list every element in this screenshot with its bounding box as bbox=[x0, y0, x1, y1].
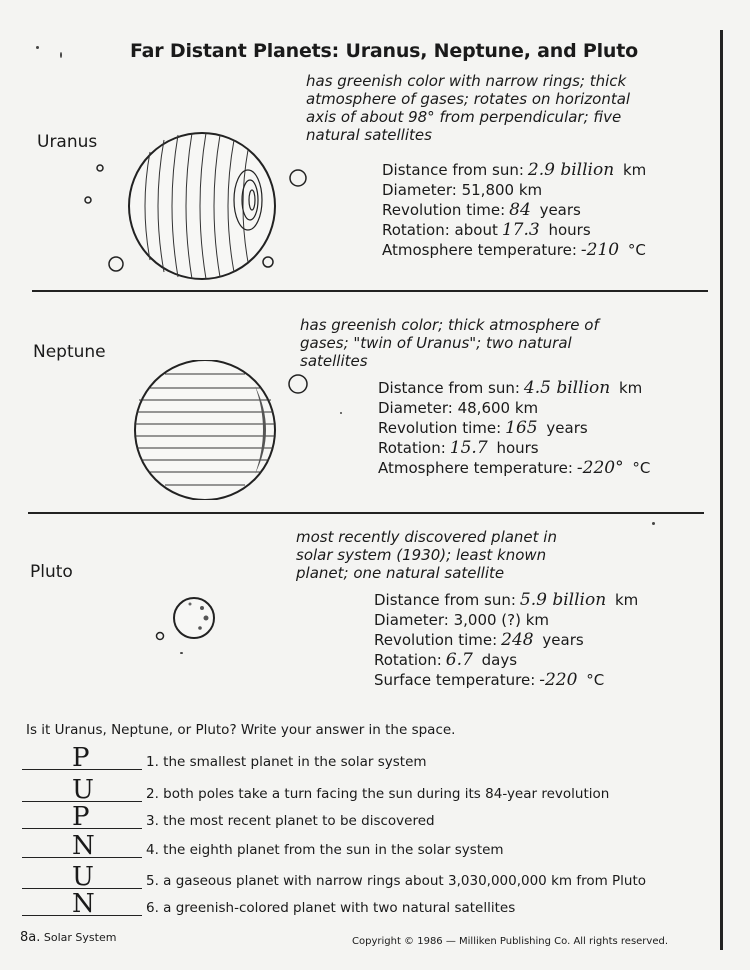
quiz-prompt: Is it Uranus, Neptune, or Pluto? Write your answer in the space. bbox=[26, 722, 456, 738]
page-footer-label: 8a. Solar System bbox=[20, 930, 117, 945]
neptune-planet-icon bbox=[135, 360, 275, 500]
fact-row: Atmosphere temperature: -210 °C bbox=[382, 240, 646, 260]
fact-row: Rotation: about 17.3 hours bbox=[382, 220, 591, 240]
fact-row: Revolution time: 165 years bbox=[378, 418, 588, 438]
answer-blank[interactable] bbox=[22, 889, 142, 919]
answer-blank[interactable] bbox=[22, 802, 142, 832]
fact-row: Surface temperature: -220 °C bbox=[374, 670, 605, 690]
planet-name-uranus: Uranus bbox=[37, 132, 98, 152]
handwritten-answer: U bbox=[72, 775, 94, 805]
pluto-description: most recently discovered planet in solar system (1930); least known planet; one natural satellite bbox=[296, 528, 557, 582]
planet-name-neptune: Neptune bbox=[33, 342, 106, 362]
handwritten-answer: U bbox=[72, 862, 94, 892]
fact-row: Diameter: 48,600 km bbox=[378, 399, 539, 417]
quiz-question: U 2. both poles take a turn facing the sun during its 84-year revolution bbox=[22, 786, 609, 802]
handwritten-answer: 2.9 billion bbox=[527, 160, 615, 180]
scan-speck bbox=[60, 52, 62, 58]
fact-row: Rotation: 6.7 days bbox=[374, 650, 518, 670]
right-margin-rule bbox=[720, 30, 723, 950]
fact-row: Atmosphere temperature: -220° °C bbox=[378, 458, 651, 478]
section-divider bbox=[28, 512, 704, 514]
pluto-illustration bbox=[150, 592, 220, 652]
fact-row: Diameter: 3,000 (?) km bbox=[374, 611, 550, 629]
handwritten-answer: -220 bbox=[539, 670, 578, 690]
planet-name-pluto: Pluto bbox=[30, 562, 73, 582]
handwritten-answer: 6.7 bbox=[445, 650, 473, 670]
handwritten-answer: 5.9 billion bbox=[519, 590, 607, 610]
scan-speck bbox=[340, 412, 342, 414]
moon-icon bbox=[109, 257, 123, 271]
quiz-question: P 3. the most recent planet to be discovered bbox=[22, 813, 435, 829]
quiz-question: U 5. a gaseous planet with narrow rings about 3,030,000,000 km from Pluto bbox=[22, 873, 646, 889]
moon-icon bbox=[263, 257, 273, 267]
handwritten-answer: -220° bbox=[576, 458, 624, 478]
handwritten-answer: P bbox=[72, 743, 90, 773]
fact-row: Distance from sun: 5.9 billion km bbox=[374, 590, 639, 610]
neptune-description: has greenish color; thick atmosphere of gases; "twin of Uranus"; two natural satellites bbox=[300, 316, 599, 370]
scan-speck bbox=[652, 522, 655, 525]
quiz-question: N 6. a greenish-colored planet with two natural satellites bbox=[22, 900, 515, 916]
handwritten-answer: N bbox=[72, 889, 95, 919]
handwritten-answer: 84 bbox=[509, 200, 531, 220]
fact-row: Diameter: 51,800 km bbox=[382, 181, 543, 199]
moon-icon bbox=[289, 375, 307, 393]
uranus-illustration bbox=[80, 130, 320, 280]
fact-row: Revolution time: 84 years bbox=[382, 200, 581, 220]
moon-icon bbox=[157, 633, 164, 640]
neptune-illustration bbox=[125, 360, 315, 500]
handwritten-answer: 165 bbox=[505, 418, 538, 438]
uranus-planet-icon bbox=[129, 133, 275, 279]
pluto-planet-icon bbox=[174, 598, 214, 638]
handwritten-answer: 17.3 bbox=[501, 220, 540, 240]
moon-icon bbox=[85, 197, 91, 203]
handwritten-answer: P bbox=[72, 802, 90, 832]
answer-blank[interactable] bbox=[22, 743, 142, 773]
answer-blank[interactable] bbox=[22, 831, 142, 861]
page-title: Far Distant Planets: Uranus, Neptune, and Pluto bbox=[130, 40, 638, 62]
answer-blank[interactable] bbox=[22, 862, 142, 892]
fact-row: Distance from sun: 4.5 billion km bbox=[378, 378, 643, 398]
neptune-facts bbox=[378, 378, 650, 478]
fact-row: Revolution time: 248 years bbox=[374, 630, 584, 650]
fact-row: Distance from sun: 2.9 billion km bbox=[382, 160, 647, 180]
handwritten-answer: 248 bbox=[501, 630, 534, 650]
copyright-notice: Copyright © 1986 — Milliken Publishing Co. All rights reserved. bbox=[352, 936, 669, 947]
section-divider bbox=[32, 290, 708, 292]
handwritten-answer: N bbox=[72, 831, 95, 861]
quiz-question: N 4. the eighth planet from the sun in the solar system bbox=[22, 842, 504, 858]
moon-icon bbox=[97, 165, 103, 171]
uranus-description: has greenish color with narrow rings; thick atmosphere of gases; rotates on horizontal axis of about 98° from perpendicular; five natural satellites bbox=[306, 72, 631, 144]
moon-icon bbox=[290, 170, 306, 186]
handwritten-answer: -210 bbox=[580, 240, 620, 260]
fact-row: Rotation: 15.7 hours bbox=[378, 438, 539, 458]
scan-speck bbox=[180, 652, 183, 654]
handwritten-answer: 4.5 billion bbox=[523, 378, 611, 398]
quiz-question: P 1. the smallest planet in the solar system bbox=[22, 754, 427, 770]
uranus-facts bbox=[382, 160, 646, 260]
handwritten-answer: 15.7 bbox=[449, 438, 488, 458]
pluto-facts bbox=[374, 590, 638, 690]
scan-speck bbox=[36, 46, 39, 49]
answer-blank[interactable] bbox=[22, 775, 142, 805]
